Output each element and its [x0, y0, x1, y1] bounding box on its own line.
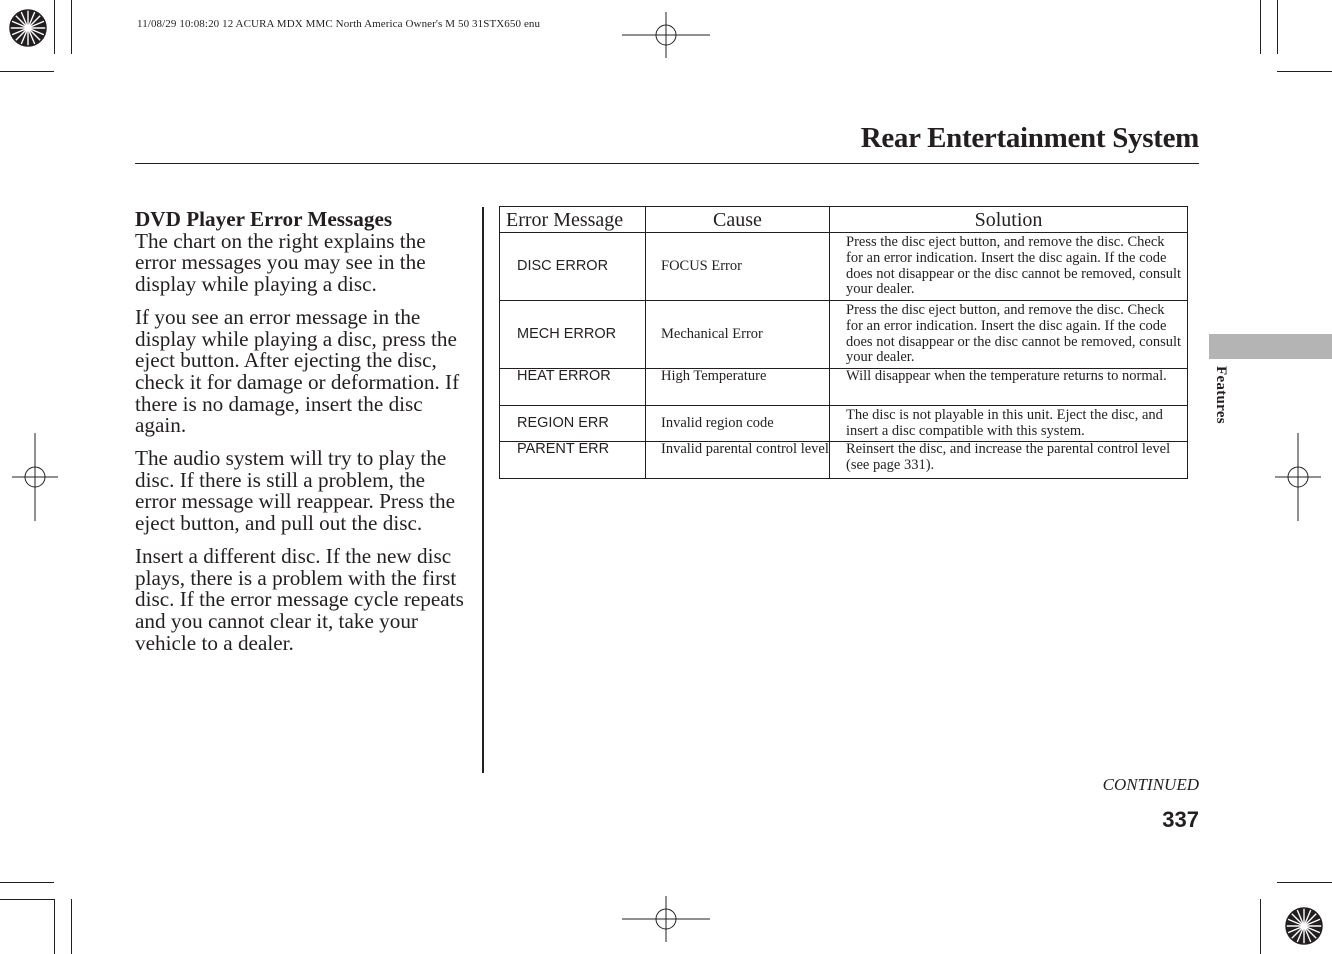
solution-cell: Press the disc eject button, and remove the disc. Check for an error indication. Insert the disc again. If the code does not disappear or the disc cannot be removed, consult your dealer.: [830, 301, 1188, 369]
cause-cell: High Temperature: [646, 369, 830, 406]
table-row: [500, 233, 1188, 301]
title-rule: [135, 163, 1199, 164]
registration-target-icon: [0, 0, 56, 56]
crop-mark: [0, 71, 54, 72]
paragraph: Insert a different disc. If the new disc plays, there is a problem with the first disc. If the error message cycle repeats and you cannot clear it, take your vehicle to a dealer.: [135, 543, 464, 655]
crop-mark: [54, 899, 55, 954]
crop-mark: [1260, 0, 1261, 54]
error-code-cell: MECH ERROR: [500, 301, 646, 369]
crop-mark: [71, 0, 72, 54]
continued-label: CONTINUED: [1102, 775, 1199, 794]
crop-mark: [1277, 882, 1332, 883]
solution-cell: The disc is not playable in this unit. Eject the disc, and insert a disc compatible with this system.: [830, 406, 1188, 442]
solution-cell: Reinsert the disc, and increase the parental control level (see page 331).: [830, 442, 1188, 479]
section-tab: [1209, 334, 1332, 359]
column-header: Solution: [830, 207, 1188, 233]
crosshair-mark-icon: [622, 896, 710, 942]
solution-cell: Press the disc eject button, and remove the disc. Check for an error indication. Insert the disc again. If the code does not disappear or the disc cannot be removed, consult your dealer.: [830, 233, 1188, 301]
table-row: [500, 301, 1188, 369]
error-code-cell: DISC ERROR: [500, 233, 646, 301]
page-number: 337: [1162, 807, 1199, 832]
crop-mark: [1260, 899, 1261, 954]
table-row: [500, 406, 1188, 442]
crop-mark: [1277, 0, 1278, 54]
column-header: Error Message: [500, 207, 646, 233]
table-row: [500, 442, 1188, 479]
crosshair-mark-icon: [12, 433, 58, 521]
section-heading: DVD Player Error Messages: [135, 207, 393, 231]
crop-mark: [0, 882, 54, 883]
crosshair-mark-icon: [622, 12, 710, 58]
page-title: Rear Entertainment System: [860, 122, 1199, 154]
table-header-row: [500, 207, 1188, 233]
solution-cell: Will disappear when the temperature returns to normal.: [830, 369, 1188, 406]
intro-text: [135, 209, 470, 665]
crop-mark: [71, 899, 72, 954]
cause-cell: Invalid region code: [646, 406, 830, 442]
crop-mark: [0, 899, 54, 900]
error-code-cell: PARENT ERR: [500, 442, 646, 479]
column-divider: [482, 207, 484, 773]
paragraph: If you see an error message in the display while playing a disc, press the eject button. After ejecting the disc, check it for damage or deformation. If there is no damage, insert the disc again.: [135, 304, 460, 438]
error-code-cell: HEAT ERROR: [500, 369, 646, 406]
crosshair-mark-icon: [1275, 433, 1321, 521]
paragraph: The chart on the right explains the error messages you may see in the display while playing a disc.: [135, 228, 426, 297]
column-header: Cause: [646, 207, 830, 233]
table-row: [500, 369, 1188, 406]
registration-target-icon: [1276, 898, 1332, 954]
print-job-info: 11/08/29 10:08:20 12 ACURA MDX MMC North America Owner's M 50 31STX650 enu: [137, 18, 541, 30]
error-code-cell: REGION ERR: [500, 406, 646, 442]
section-tab-label: Features: [1213, 366, 1229, 424]
paragraph: The audio system will try to play the disc. If there is still a problem, the error message will reappear. Press the eject button, and pull out the disc.: [135, 446, 456, 536]
cause-cell: Mechanical Error: [646, 301, 830, 369]
cause-cell: Invalid parental control level: [646, 442, 830, 479]
error-message-table: [499, 206, 1188, 479]
crop-mark: [1277, 71, 1332, 72]
cause-cell: FOCUS Error: [646, 233, 830, 301]
